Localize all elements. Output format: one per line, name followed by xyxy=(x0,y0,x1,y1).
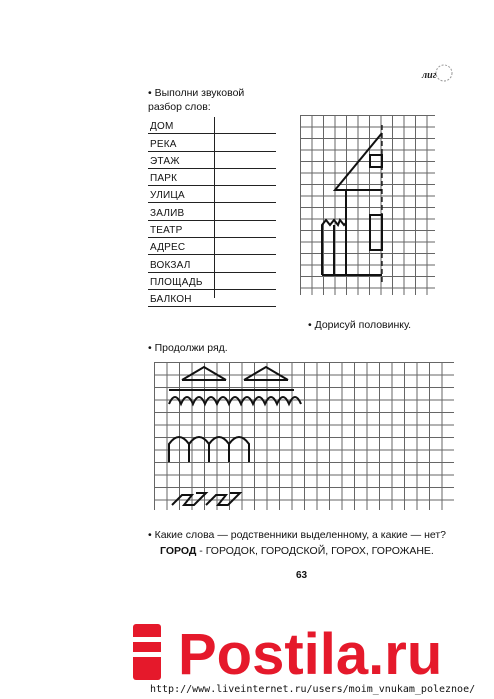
task-related-words-question: • Какие слова — родственники выделенному, а какие — нет? xyxy=(148,529,447,541)
word: ТЕАТР xyxy=(150,225,183,237)
task-line: разбор слов: xyxy=(148,101,211,113)
word: ВОКЗАЛ xyxy=(150,259,191,271)
word: АДРЕС xyxy=(150,242,186,254)
word: ЗАЛИВ xyxy=(150,207,185,219)
word-row xyxy=(148,203,276,220)
word-list: - ГОРОДОК, ГОРОДСКОЙ, ГОРОХ, ГОРОЖАНЕ. xyxy=(196,545,434,557)
publisher-logo xyxy=(410,60,460,90)
word-row xyxy=(148,255,276,272)
word: УЛИЦА xyxy=(150,190,185,202)
keyword: ГОРОД xyxy=(160,545,197,557)
task-line: • Выполни звуковой xyxy=(148,87,245,99)
page-number: 63 xyxy=(296,570,308,581)
word-row xyxy=(148,134,276,151)
task-continue-row-title: • Продолжи ряд. xyxy=(148,342,228,354)
word-row xyxy=(148,290,276,307)
word-row xyxy=(148,117,276,134)
word-row xyxy=(148,169,276,186)
task-sound-analysis-title xyxy=(148,86,244,114)
pattern-drawing xyxy=(154,362,454,512)
footer-url[interactable]: http://www.liveinternet.ru/users/moim_vnukam_poleznoe/ xyxy=(150,684,476,695)
word: РЕКА xyxy=(150,138,177,150)
svg-text:Postila.ru: Postila.ru xyxy=(178,622,443,687)
svg-text:лиг: лиг xyxy=(422,70,437,81)
word: БАЛКОН xyxy=(150,294,192,306)
word-row xyxy=(148,238,276,255)
word-row xyxy=(148,152,276,169)
word: ПАРК xyxy=(150,173,178,185)
half-house-drawing xyxy=(300,115,440,300)
word-row xyxy=(148,221,276,238)
word: ПЛОЩАДЬ xyxy=(150,276,203,288)
word: ЭТАЖ xyxy=(150,155,180,167)
word: ДОМ xyxy=(150,121,174,133)
table-divider xyxy=(214,117,215,298)
task-draw-half-title: • Дорисуй половинку. xyxy=(308,319,412,331)
task-related-words-line xyxy=(160,544,434,558)
word-table xyxy=(148,117,276,307)
word-row xyxy=(148,186,276,203)
word-row xyxy=(148,273,276,290)
